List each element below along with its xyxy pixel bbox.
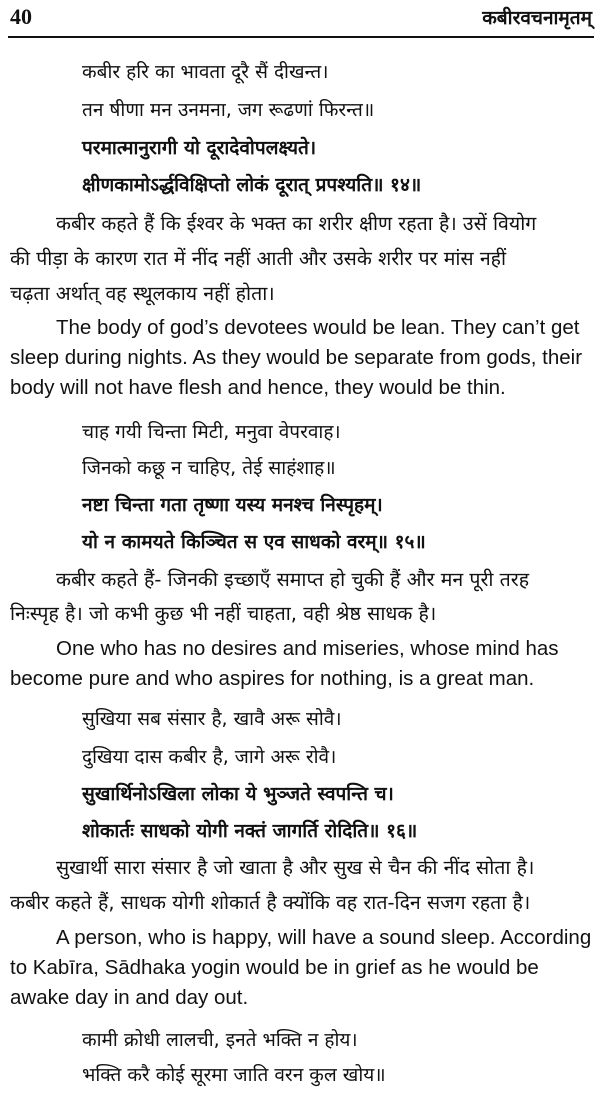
sanskrit-verse-line: क्षीणकामोऽर्द्धविक्षिप्तो लोकं दूरात् प्रपश्यति॥ १४॥ [82, 174, 422, 196]
sanskrit-verse-line: यो न कामयते किञ्चित स एव साधको वरम्॥ १५॥ [82, 531, 426, 553]
verse-line: तन षीणा मन उनमना, जग रूढणां फिरन्त॥ [82, 99, 375, 121]
english-paragraph-line: become pure and who aspires for nothing, is a great man. [10, 667, 535, 690]
hindi-paragraph-line: चढ़ता अर्थात् वह स्थूलकाय नहीं होता। [10, 282, 275, 305]
sanskrit-verse-line: नष्टा चिन्ता गता तृष्णा यस्य मनश्च निस्पृहम्। [82, 494, 383, 516]
verse-line: चाह गयी चिन्ता मिटी, मनुवा वेपरवाह। [82, 421, 341, 443]
hindi-paragraph-line: निःस्पृह है। जो कभी कुछ भी नहीं चाहता, वही श्रेष्ठ साधक है। [10, 602, 437, 625]
sanskrit-verse-line: परमात्मानुरागी यो दूरादेवोपलक्ष्यते। [82, 137, 317, 159]
hindi-paragraph-line: कबीर कहते हैं- जिनकी इच्छाएँ समाप्त हो चुकी हैं और मन पूरी तरह [56, 568, 530, 591]
sanskrit-verse-line: शोकार्तः साधको योगी नक्तं जागर्ति रोदिति॥ १६॥ [82, 820, 418, 842]
running-title: कबीरवचनामृतम् [482, 7, 592, 29]
english-paragraph-line: awake day in and day out. [10, 986, 249, 1009]
english-paragraph-line: to Kabīra, Sādhaka yogin would be in grief as he would be [10, 956, 539, 979]
hindi-paragraph-line: कबीर कहते हैं कि ईश्वर के भक्त का शरीर क्षीण रहता है। उसें वियोग [56, 212, 537, 235]
verse-line: दुखिया दास कबीर है, जागे अरू रोवै। [82, 746, 337, 768]
english-paragraph-line: sleep during nights. As they would be separate from gods, their [10, 346, 583, 369]
english-paragraph-line: body will not have flesh and hence, they would be thin. [10, 376, 506, 399]
verse-line: भक्ति करै कोई सूरमा जाति वरन कुल खोय॥ [82, 1064, 386, 1086]
verse-line: कामी क्रोधी लालची, इनते भक्ति न होय। [82, 1029, 358, 1051]
page-header [0, 4, 600, 34]
english-paragraph-line: One who has no desires and miseries, whose mind has [56, 637, 559, 660]
page-number: 40 [10, 4, 32, 29]
verse-line: जिनको कछू न चाहिए, तेई साहंशाह॥ [82, 457, 336, 479]
hindi-paragraph-line: कबीर कहते हैं, साधक योगी शोकार्त है क्योंकि वह रात-दिन सजग रहता है। [10, 891, 531, 914]
verse-line: सुखिया सब संसार है, खावै अरू सोवै। [82, 708, 342, 730]
hindi-paragraph-line: की पीड़ा के कारण रात में नींद नहीं आती और उसके शरीर पर मांस नहीं [10, 247, 507, 270]
english-paragraph-line: The body of god’s devotees would be lean. They can’t get [56, 316, 580, 339]
english-paragraph-line: A person, who is happy, will have a sound sleep. According [56, 926, 592, 949]
hindi-paragraph-line: सुखार्थी सारा संसार है जो खाता है और सुख से चैन की नींद सोता है। [56, 856, 535, 879]
header-rule [8, 36, 594, 38]
verse-line: कबीर हरि का भावता दूरै सैं दीखन्त। [82, 61, 329, 83]
sanskrit-verse-line: सुखार्थिनोऽखिला लोका ये भुञ्जते स्वपन्ति च। [82, 783, 394, 805]
